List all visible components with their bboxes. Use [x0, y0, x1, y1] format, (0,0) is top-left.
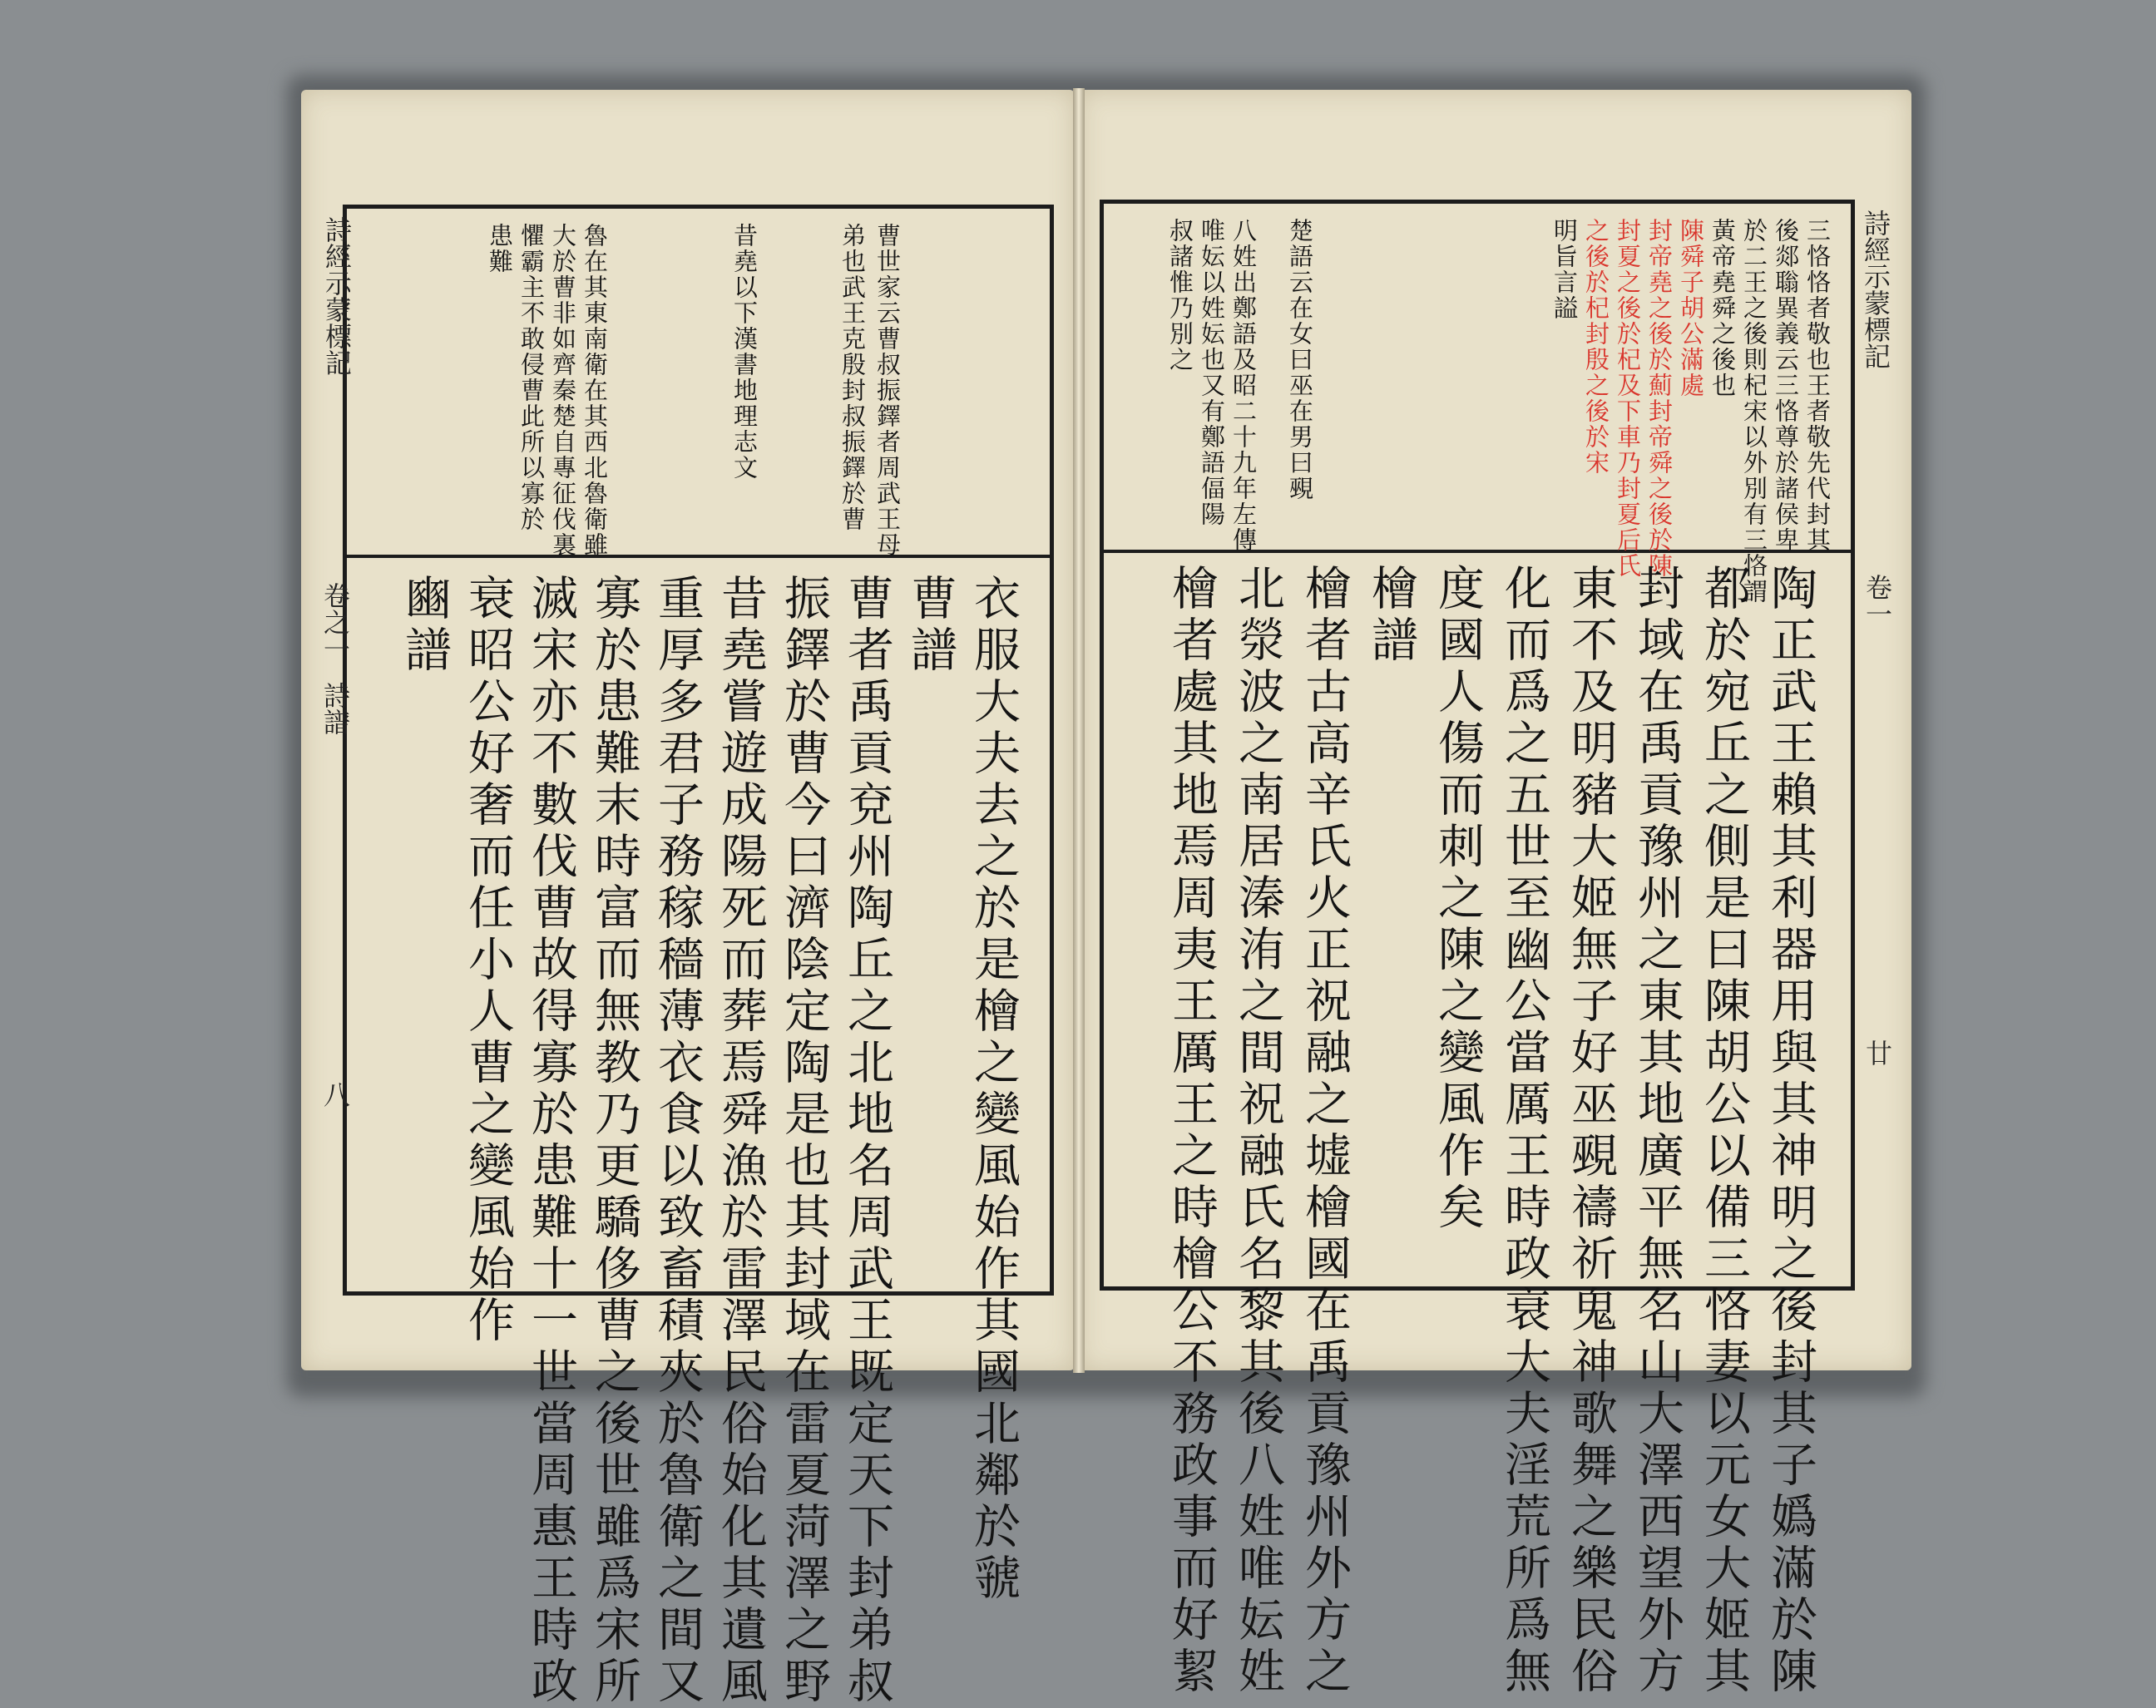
right-main-col-10: 檜者處其地焉周夷王厲王之時檜公不務政事而好絜 [1165, 564, 1219, 1698]
left-note-6: 懼霸主不敢侵曹此所以寡於 [517, 223, 546, 532]
right-note-9: 叔諸惟乃別之 [1166, 218, 1194, 373]
left-note-7: 患難 [486, 223, 514, 274]
left-note-5: 大於曹非如齊秦楚自專征伐裏 [549, 223, 577, 558]
right-note-4: 黃帝堯舜之後也 [1708, 218, 1737, 398]
right-red-note-4: 之後於杞封殷之後於宋 [1582, 218, 1610, 476]
right-header-divider [1104, 550, 1851, 553]
left-main-col-10: 豳譜 [398, 574, 452, 677]
left-note-2: 弟也武王克殷封叔振鐸於曹 [838, 223, 867, 532]
left-main-col-4: 振鐸於曹今曰濟陰定陶是也其封域在雷夏菏澤之野 [777, 574, 831, 1708]
left-margin-subtitle: 詩譜 [319, 682, 351, 735]
right-margin-folio: 廿 [1862, 1039, 1893, 1066]
right-red-note-1: 陳舜子胡公滿處 [1677, 218, 1705, 398]
right-note-5: 明旨言謚 [1550, 218, 1579, 321]
right-note-7: 八姓出鄭語及昭二十九年左傳 [1229, 218, 1258, 553]
right-main-col-4: 東不及明豬大姬無子好巫覡禱祈鬼神歌舞之樂民俗 [1564, 564, 1618, 1698]
left-note-3: 昔堯以下漢書地理志文 [730, 223, 759, 481]
left-main-col-6: 重厚多君子務稼穡薄衣食以致畜積夾於魯衛之間又 [650, 574, 705, 1708]
book-spine [1073, 88, 1085, 1373]
right-red-note-3: 封夏之後於杞及下車乃封夏后氏 [1614, 218, 1642, 579]
right-margin-section: 卷一 [1862, 574, 1893, 627]
left-main-col-3: 曹者禹貢兗州陶丘之北地名周武王既定天下封弟叔 [840, 574, 894, 1708]
left-main-col-2: 曹譜 [903, 574, 957, 677]
left-note-1: 曹世家云曹叔振鐸者周武王母 [873, 223, 902, 558]
left-main-col-1: 衣服大夫去之於是檜之變風始作其國北鄰於虢 [967, 574, 1021, 1605]
right-note-6: 楚語云在女曰巫在男曰覡 [1286, 218, 1314, 501]
right-main-col-2: 都於宛丘之側是曰陳胡公以備三恪妻以元女大姬其 [1697, 564, 1751, 1698]
right-main-col-7: 檜譜 [1364, 564, 1418, 667]
right-main-col-3: 封域在禹貢豫州之東其地廣平無名山大澤西望外方 [1630, 564, 1684, 1698]
right-main-col-9: 北滎波之南居溱洧之間祝融氏名黎其後八姓唯妘姓 [1231, 564, 1285, 1698]
right-margin-title: 詩經示蒙標記 [1860, 210, 1891, 369]
right-red-note-2: 封帝堯之後於薊封帝舜之後於陳 [1645, 218, 1674, 579]
left-margin-folio: 八 [319, 1081, 351, 1108]
right-main-col-1: 陶正武王賴其利器用與其神明之後封其子嬀滿於陳 [1763, 564, 1817, 1698]
right-note-8: 唯妘以姓妘也又有鄭語偪陽 [1198, 218, 1226, 527]
right-note-3: 於二王之後則杞宋以外別有三恪謂 [1740, 218, 1768, 605]
left-main-col-8: 滅宋亦不數伐曹故得寡於患難十一世當周惠王時政 [524, 574, 578, 1708]
left-margin-section: 卷之一 [319, 582, 351, 662]
left-main-col-5: 昔堯嘗遊成陽死而葬焉舜漁於雷澤民俗始化其遺風 [714, 574, 768, 1708]
left-main-col-7: 寡於患難末時富而無教乃更驕侈曹之後世雖爲宋所 [587, 574, 641, 1708]
right-main-col-8: 檜者古高辛氏火正祝融之墟檜國在禹貢豫州外方之 [1298, 564, 1352, 1698]
left-header-divider [347, 555, 1050, 558]
left-main-col-9: 衰昭公好奢而任小人曹之變風始作 [461, 574, 515, 1347]
right-note-1: 三恪恪者敬也王者敬先代封其 [1803, 218, 1832, 553]
left-note-4: 魯在其東南衛在其西北魯衛雖 [581, 223, 609, 558]
right-note-2: 後郯聬異義云三恪尊於諸侯卑 [1772, 218, 1800, 553]
right-main-col-6: 度國人傷而刺之陳之變風作矣 [1431, 564, 1485, 1234]
left-margin-title: 詩經示蒙標記 [321, 216, 353, 376]
right-main-col-5: 化而爲之五世至幽公當厲王時政衰大夫淫荒所爲無 [1497, 564, 1551, 1698]
